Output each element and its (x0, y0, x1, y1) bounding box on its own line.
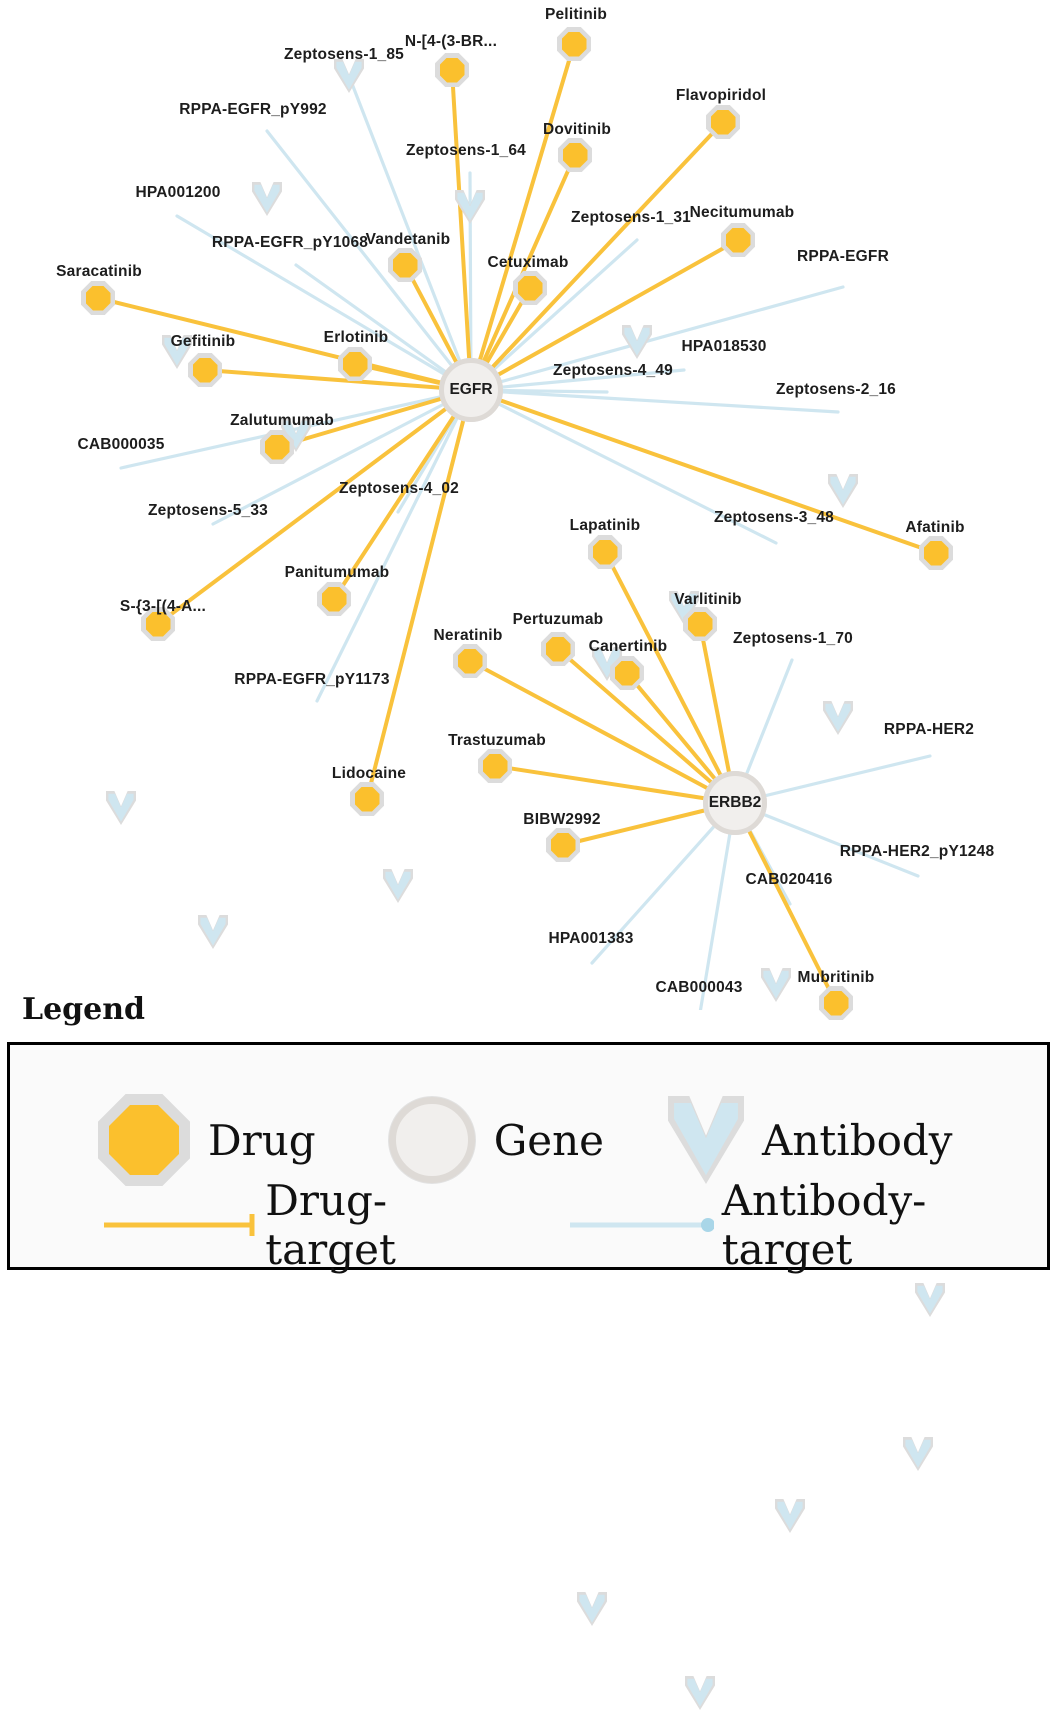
drug-node-label: Lapatinib (569, 517, 641, 534)
drug-node-label: Lidocaine (331, 765, 407, 782)
legend-antibody-target-label: Antibody-target (721, 1176, 927, 1274)
drug-node-label: Trastuzumab (448, 732, 546, 749)
legend-drug-target-label: Drug-target (265, 1176, 396, 1274)
antibody-target-edge-icon (568, 1210, 714, 1240)
antibody-node-label: RPPA-EGFR (797, 248, 889, 265)
antibody-node-label: RPPA-EGFR_pY1173 (234, 671, 390, 688)
legend-gene-label: Gene (493, 1115, 604, 1165)
antibody-node-label: Zeptosens-5_33 (148, 502, 268, 519)
antibody-node-label: HPA001383 (548, 930, 634, 947)
antibody-node-label: Zeptosens-4_49 (553, 362, 673, 379)
legend-gene-item (388, 1096, 604, 1184)
gene-node-erbb2[interactable] (703, 771, 767, 835)
antibody-node-label: CAB000035 (77, 436, 165, 453)
antibody-node-label: Zeptosens-1_31 (571, 209, 691, 226)
gene-circle-icon (388, 1096, 476, 1184)
drug-node-label: N-[4-(3-BR... (404, 33, 498, 50)
antibody-chevron-icon (668, 1096, 744, 1184)
legend-drug-target-item (102, 1176, 510, 1274)
drug-node-label: Varlitinib (674, 591, 742, 608)
drug-node[interactable] (188, 353, 222, 387)
gene-node-label: ERBB2 (708, 794, 762, 811)
drug-node-label: Canertinib (588, 638, 668, 655)
antibody-node[interactable] (334, 59, 364, 93)
antibody-node-label: RPPA-HER2 (883, 721, 975, 738)
drug-node[interactable] (338, 347, 372, 381)
antibody-node[interactable] (823, 701, 853, 735)
gene-node-label: EGFR (449, 381, 493, 398)
antibody-node-label: Zeptosens-1_85 (284, 46, 404, 63)
drug-node-label: Necitumumab (689, 204, 795, 221)
drug-node-label: Pertuzumab (512, 611, 604, 628)
drug-node-label: Pelitinib (544, 6, 608, 23)
antibody-node-label: RPPA-EGFR_pY992 (179, 101, 327, 118)
drug-target-edge-icon (102, 1210, 257, 1240)
antibody-node-label: HPA001200 (135, 184, 221, 201)
antibody-node[interactable] (685, 1676, 715, 1710)
antibody-node-label: Zeptosens-3_48 (714, 509, 834, 526)
drug-node[interactable] (388, 248, 422, 282)
antibody-node[interactable] (903, 1437, 933, 1471)
antibody-node-label: Zeptosens-2_16 (776, 381, 896, 398)
antibody-node-label: RPPA-HER2_pY1248 (839, 843, 995, 860)
gene-node-egfr[interactable] (439, 358, 503, 422)
antibody-node[interactable] (198, 915, 228, 949)
legend-antibody-target-item (568, 1176, 1047, 1274)
drug-node-label: Dovitinib (542, 121, 612, 138)
drug-node-label: BIBW2992 (523, 811, 601, 828)
legend-title: Legend (22, 992, 146, 1027)
legend-antibody-label: Antibody (762, 1115, 953, 1165)
drug-node-label: Gefitinib (170, 333, 236, 350)
drug-node[interactable] (260, 430, 294, 464)
antibody-node[interactable] (455, 190, 485, 224)
drug-node-label: Panitumumab (284, 564, 390, 581)
antibody-node[interactable] (622, 325, 652, 359)
drug-node-label: Mubritinib (797, 969, 875, 986)
antibody-node-label: CAB020416 (745, 871, 833, 888)
antibody-node[interactable] (252, 182, 282, 216)
drug-node-label: Neratinib (433, 627, 503, 644)
antibody-node[interactable] (775, 1499, 805, 1533)
drug-node[interactable] (81, 281, 115, 315)
antibody-node[interactable] (761, 968, 791, 1002)
antibody-node[interactable] (383, 869, 413, 903)
antibody-node[interactable] (106, 791, 136, 825)
drug-octagon-icon (98, 1094, 190, 1186)
antibody-node-label: Zeptosens-1_70 (733, 630, 853, 647)
antibody-node-label: CAB000043 (655, 979, 743, 996)
drug-node-label: Zalutumumab (230, 412, 334, 429)
legend-box (7, 1042, 1050, 1274)
drug-node[interactable] (435, 53, 469, 87)
antibody-node-label: Zeptosens-1_64 (406, 142, 526, 159)
drug-node-label: Cetuximab (487, 254, 569, 271)
antibody-node-label: HPA018530 (681, 338, 767, 355)
drug-node-label: Vandetanib (365, 231, 451, 248)
legend-antibody-item (668, 1096, 952, 1184)
legend-drug-label: Drug (208, 1115, 316, 1165)
drug-node-label: Afatinib (905, 519, 965, 536)
drug-node-label: Erlotinib (323, 329, 389, 346)
drug-node-label: S-{3-[(4-A... (119, 598, 207, 615)
drug-node-label: Saracatinib (56, 263, 142, 280)
antibody-node-label: RPPA-EGFR_pY1068 (211, 234, 369, 251)
antibody-node[interactable] (577, 1592, 607, 1626)
legend-drug-item (98, 1094, 316, 1186)
antibody-node[interactable] (828, 474, 858, 508)
antibody-node[interactable] (915, 1283, 945, 1317)
drug-node-label: Flavopiridol (675, 87, 767, 104)
antibody-node-label: Zeptosens-4_02 (339, 480, 459, 497)
